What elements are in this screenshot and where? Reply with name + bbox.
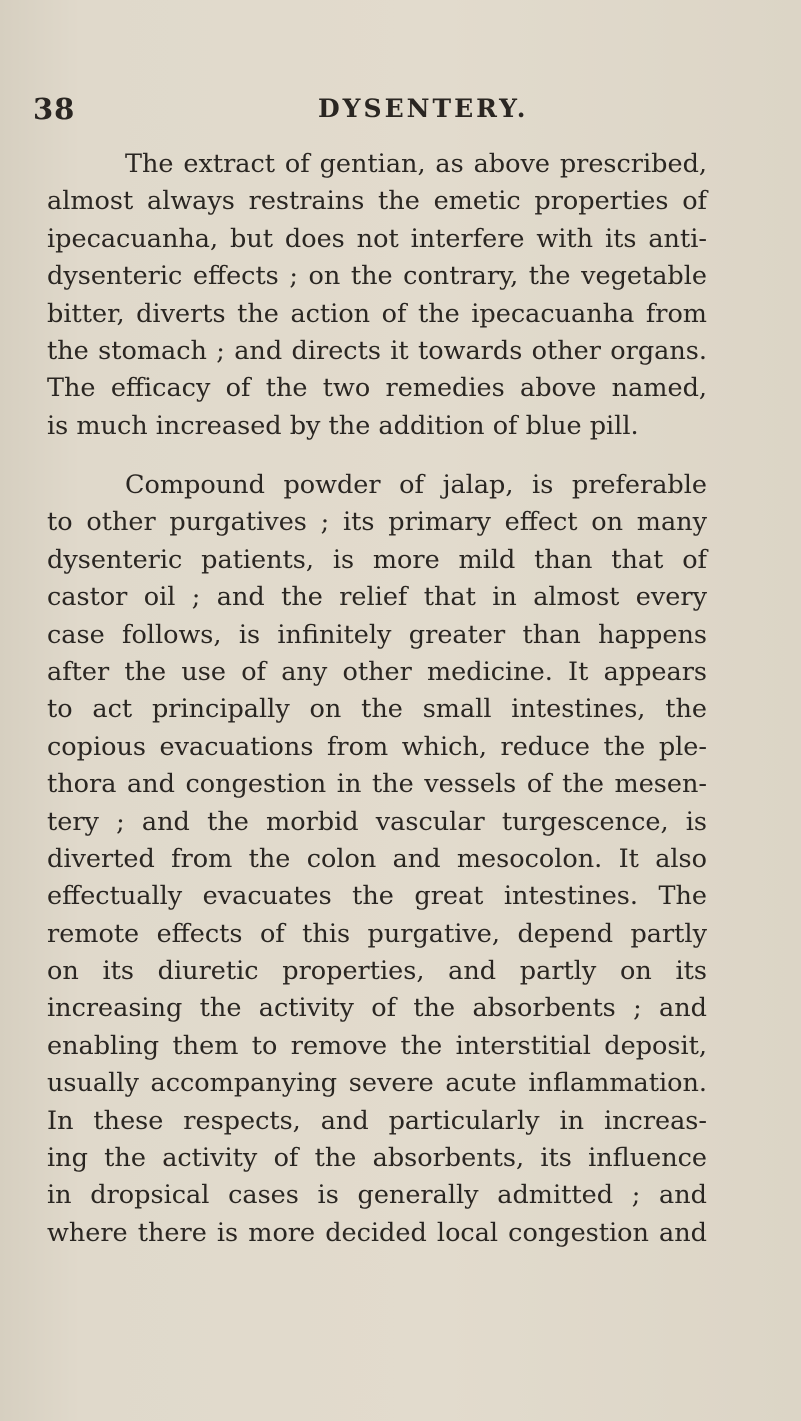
text-line: Compound powder of jalap, is preferable bbox=[125, 470, 707, 500]
text-line: ing the activity of the absorbents, its influence bbox=[47, 1143, 707, 1174]
text-line: to other purgatives ; its primary effect on many bbox=[47, 507, 707, 538]
text-line: The efficacy of the two remedies above named, bbox=[47, 373, 707, 404]
text-line: In these respects, and particularly in increas- bbox=[47, 1105, 707, 1136]
text-line: remote effects of this purgative, depend partly bbox=[47, 918, 707, 949]
paragraph-jalap bbox=[47, 467, 707, 1252]
text-line: effectually evacuates the great intestines. The bbox=[47, 881, 707, 912]
text-line: the stomach ; and directs it towards other organs. bbox=[47, 335, 707, 366]
paragraph-gentian bbox=[47, 146, 707, 445]
text-line: ipecacuanha, but does not interfere with its anti- bbox=[47, 223, 707, 254]
text-line: where there is more decided local congestion and bbox=[47, 1217, 707, 1248]
text-line: enabling them to remove the interstitial deposit, bbox=[47, 1030, 707, 1061]
text-line: The extract of gentian, as above prescribed, bbox=[125, 149, 707, 179]
text-line: is much increased by the addition of blue pill. bbox=[47, 410, 639, 441]
text-line: dysenteric effects ; on the contrary, the vegetable bbox=[47, 261, 707, 292]
page-number: 38 bbox=[33, 92, 76, 126]
text-line: to act principally on the small intestines, the bbox=[47, 694, 707, 725]
text-line: case follows, is infinitely greater than happens bbox=[47, 619, 707, 650]
text-line: thora and congestion in the vessels of the mesen- bbox=[47, 769, 707, 800]
text-line: on its diuretic properties, and partly on its bbox=[47, 956, 707, 987]
text-line: castor oil ; and the relief that in almost every bbox=[47, 582, 707, 613]
text-line: after the use of any other medicine. It appears bbox=[47, 656, 707, 687]
text-line: bitter, diverts the action of the ipecacuanha from bbox=[47, 298, 707, 329]
text-line: dysenteric patients, is more mild than that of bbox=[47, 544, 707, 575]
text-line: in dropsical cases is generally admitted ; and bbox=[47, 1180, 707, 1211]
text-line: usually accompanying severe acute inflammation. bbox=[47, 1068, 707, 1099]
text-line: tery ; and the morbid vascular turgescence, is bbox=[47, 806, 707, 837]
text-line: copious evacuations from which, reduce the ple- bbox=[47, 731, 707, 762]
text-line: almost always restrains the emetic properties of bbox=[47, 186, 707, 217]
text-line: increasing the activity of the absorbents ; and bbox=[47, 993, 707, 1024]
text-line: diverted from the colon and mesocolon. It also bbox=[47, 843, 707, 874]
running-head bbox=[0, 92, 801, 132]
running-title: DYSENTERY. bbox=[318, 94, 529, 123]
